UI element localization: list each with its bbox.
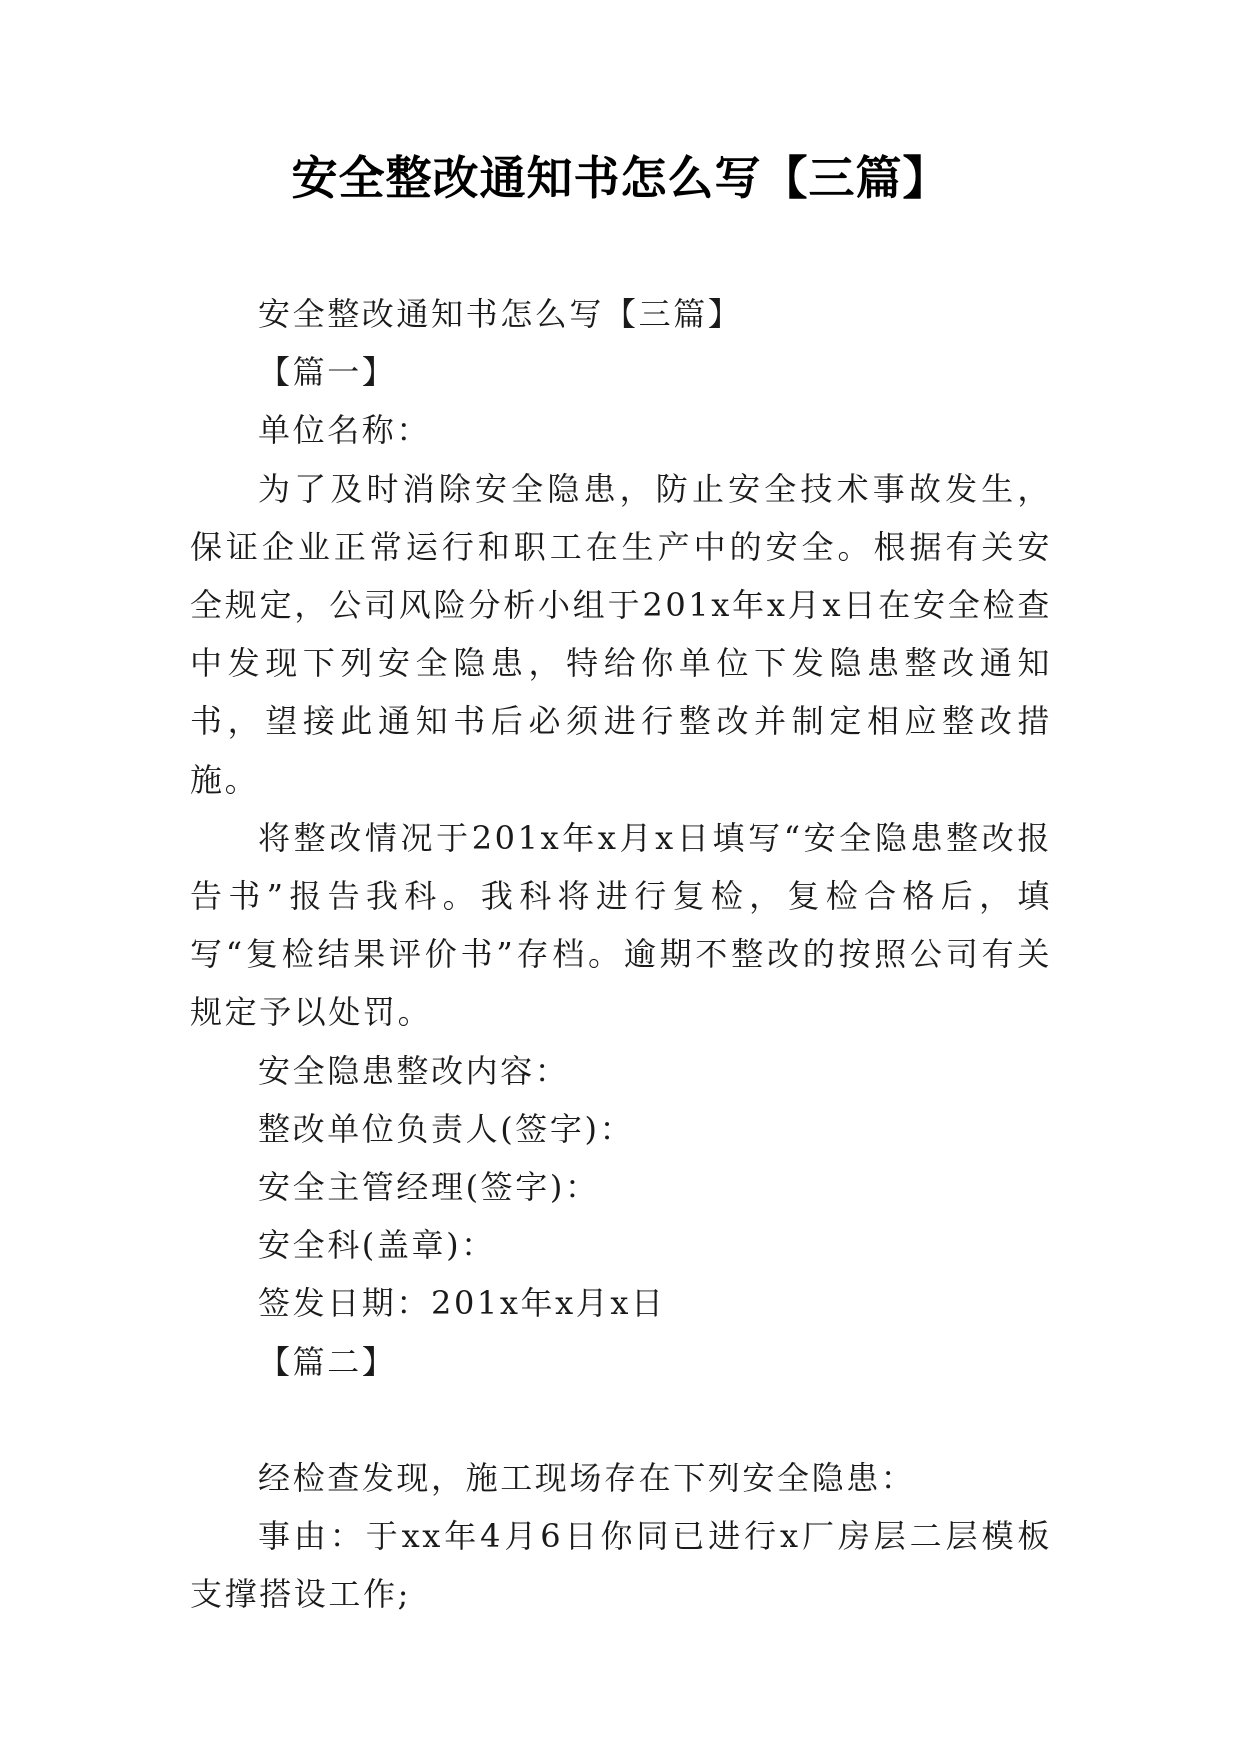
body-paragraph: 为了及时消除安全隐患，防止安全技术事故发生，保证企业正常运行和职工在生产中的安全。根据有关安全规定，公司风险分析小组于201x年x月x日在安全检查中发现下列安全隐患，特给你单位下发隐患整改通知书，望接此通知书后必须进行整改并制定相应整改措施。	[190, 469, 1052, 799]
body-paragraph: 经检查发现，施工现场存在下列安全隐患：	[258, 1458, 916, 1497]
section-heading-1: 【篇一】	[258, 353, 397, 392]
unit-name-line: 单位名称：	[258, 411, 432, 450]
seal-line: 安全科(盖章)：	[258, 1226, 496, 1265]
document-body	[190, 285, 1052, 1623]
document-title: 安全整改通知书怎么写【三篇】	[291, 151, 950, 205]
body-paragraph: 将整改情况于201x年x月x日填写“安全隐患整改报告书”报告我科。我科将进行复检，复检合格后，填写“复检结果评价书”存档。逾期不整改的按照公司有关规定予以处罚。	[190, 818, 1052, 1032]
manager-signature-line: 安全主管经理(签字)：	[258, 1168, 600, 1207]
body-paragraph: 事由：于xx年4月6日你同已进行x厂房层二层模板支撑搭设工作;	[190, 1517, 1052, 1614]
issue-date-line: 签发日期：201x年x月x日	[258, 1284, 666, 1323]
blank-line	[190, 1391, 1052, 1449]
rectification-content-line: 安全隐患整改内容：	[258, 1051, 570, 1090]
subtitle-line: 安全整改通知书怎么写【三篇】	[258, 295, 743, 333]
responsible-signature-line: 整改单位负责人(签字)：	[258, 1109, 635, 1148]
section-heading-2: 【篇二】	[258, 1342, 397, 1381]
